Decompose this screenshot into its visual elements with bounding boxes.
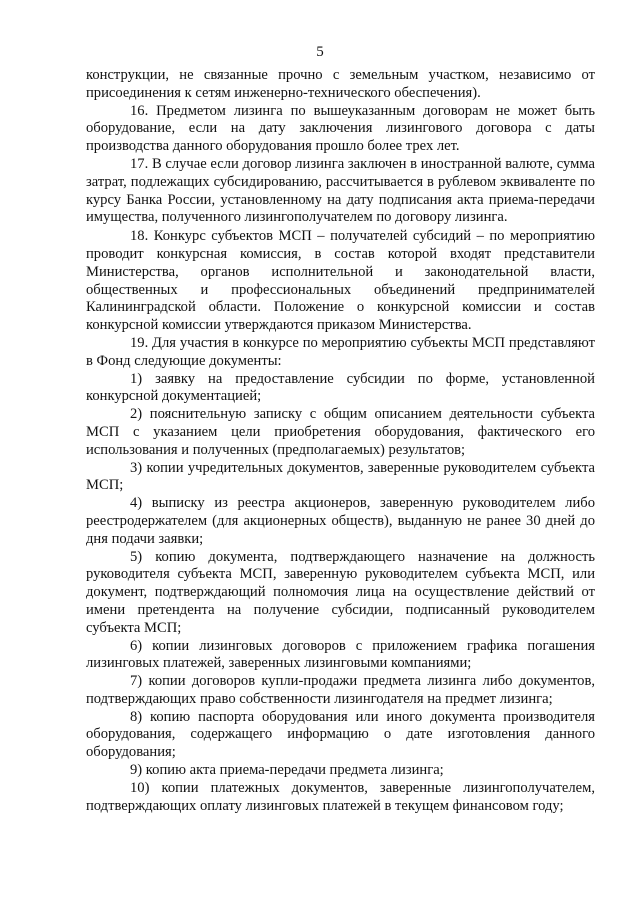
list-item-3: 3) копии учредительных документов, заверенные руководителем субъекта МСП; <box>86 459 595 494</box>
paragraph-continuation: конструкции, не связанные прочно с земельным участком, независимо от присоединения к сетям инженерно-технического обеспечения). <box>86 67 595 101</box>
list-item-7: 7) копии договоров купли-продажи предмета лизинга либо документов, подтверждающих право собственности лизингодателя на предмет лизинга; <box>86 673 595 707</box>
paragraph-18: 18. Конкурс субъектов МСП – получателей субсидий – по мероприятию проводит конкурсная комиссия, в состав которой входят представители Министерства, органов исполнительной и законодательной власти, общественных и профессиональных объединений предпринимателей Калининградской области. Положение о конкурсной комиссии и состав конкурсной комиссии утверждаются приказом Министерства. <box>86 228 595 334</box>
page-number: 5 <box>316 44 324 60</box>
list-item-1: 1) заявку на предоставление субсидии по форме, установленной конкурсной документацией; <box>86 370 595 405</box>
list-item-4: 4) выписку из реестра акционеров, заверенную руководителем либо реестродержателем (для акционерных обществ), выданную не ранее 30 дней до дня подачи заявки; <box>86 495 595 547</box>
paragraph-19: 19. Для участия в конкурсе по мероприятию субъекты МСП представляют в Фонд следующие документы: <box>86 334 595 369</box>
list-item-10: 10) копии платежных документов, заверенные лизингополучателем, подтверждающих оплату лизинговых платежей в текущем финансовом году; <box>86 779 595 814</box>
paragraph-17: 17. В случае если договор лизинга заключен в иностранной валюте, сумма затрат, подлежащих субсидированию, рассчитывается в рублевом эквиваленте по курсу Банка России, установленному на дату подписания акта приема-передачи имущества, полученного лизингополучателем по договору лизинга. <box>86 155 595 226</box>
paragraph-16: 16. Предметом лизинга по вышеуказанным договорам не может быть оборудование, если на дату заключения лизингового договора с даты производства данного оборудования прошло более трех лет. <box>86 102 595 155</box>
document-body <box>86 67 595 815</box>
list-item-6: 6) копии лизинговых договоров с приложением графика погашения лизинговых платежей, заверенных лизинговыми компаниями; <box>86 637 595 672</box>
list-item-9: 9) копию акта приема-передачи предмета лизинга; <box>130 762 444 779</box>
list-item-8: 8) копию паспорта оборудования или иного документа производителя оборудования, содержащего информацию о дате изготовления данного оборудования; <box>86 708 595 761</box>
list-item-5: 5) копию документа, подтверждающего назначение на должность руководителя субъекта МСП, заверенную руководителем субъекта МСП, или документ, подтверждающий полномочия лица на осуществление действий от имени претендента на получение субсидии, подписанный руководителем субъекта МСП; <box>86 548 595 636</box>
list-item-2: 2) пояснительную записку с общим описанием деятельности субъекта МСП с указанием цели приобретения оборудования, фактического его использования и полученных (предполагаемых) результатов; <box>86 406 595 458</box>
